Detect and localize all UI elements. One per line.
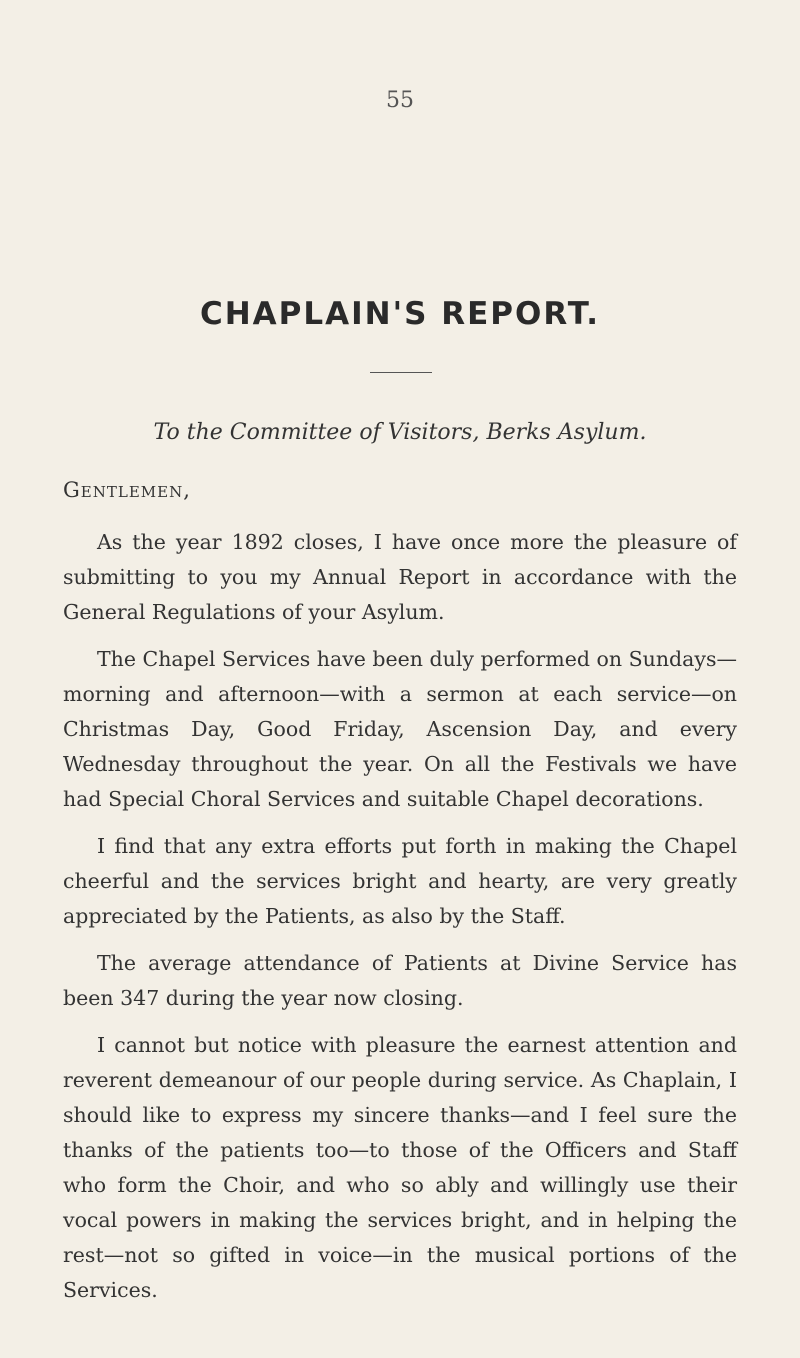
paragraph: I find that any extra efforts put forth in making the Chapel cheerful and the services bright and hearty, are very greatly appreciated by the Patients, as also by the Staff.	[63, 834, 737, 928]
paragraph: The average attendance of Patients at Divine Service has been 347 during the year now closing.	[63, 951, 737, 1010]
report-title: CHAPLAIN'S REPORT.	[199, 296, 601, 332]
page-number: 55	[386, 88, 414, 113]
paragraph: The Chapel Services have been duly performed on Sundays—morning and afternoon—with a sermon at each service—on Christmas Day, Good Friday, Ascension Day, and every Wednesday throughout the year. On all the Festivals we have had Special Choral Services and suitable Chapel decorations.	[63, 647, 737, 811]
title-divider	[370, 372, 432, 373]
report-body	[63, 525, 737, 1320]
salutation: Gentlemen,	[63, 478, 191, 502]
addressee-line: To the Committee of Visitors, Berks Asylum.	[153, 420, 647, 445]
paragraph: I cannot but notice with pleasure the earnest attention and reverent demeanour of our people during service. As Chaplain, I should like to express my sincere thanks—and I feel sure the thanks of the patients too—to those of the Officers and Staff who form the Choir, and who so ably and willingly use their vocal powers in making the services bright, and in helping the rest—not so gifted in voice—in the musical portions of the Services.	[63, 1033, 737, 1302]
paragraph: As the year 1892 closes, I have once more the pleasure of submitting to you my Annual Report in accordance with the General Regulations of your Asylum.	[63, 530, 737, 624]
